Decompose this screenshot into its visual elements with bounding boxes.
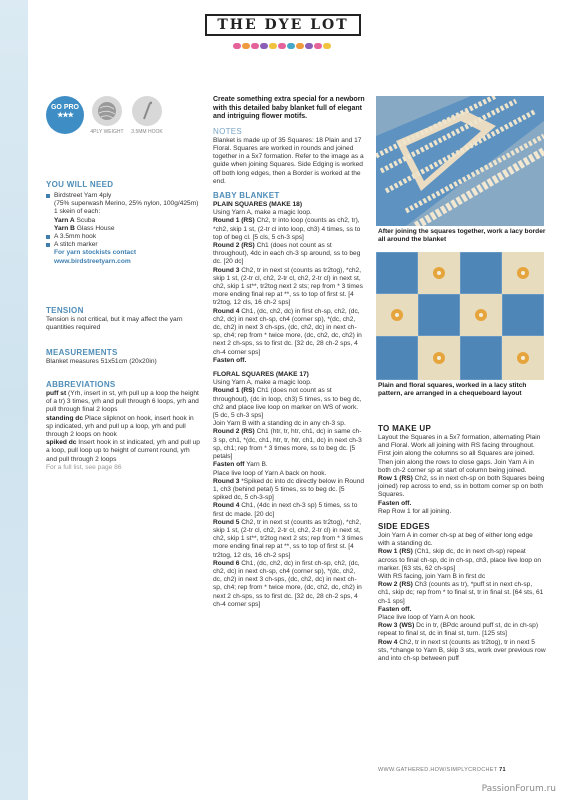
you-will-need-section — [46, 180, 202, 266]
floral-round-1 — [213, 387, 365, 420]
row-label: Row 1 (RS) — [378, 548, 413, 556]
abbr-standing-dc — [46, 415, 202, 440]
measurements-heading: MEASUREMENTS — [46, 348, 118, 357]
side-edges-text: Join Yarn A in corner ch-sp at beg of either long edge with a standing dc. — [378, 532, 533, 548]
make-up-section — [378, 424, 546, 663]
photo-caption-1: After joining the squares together, work a lacy border all around the blanket — [378, 228, 546, 244]
plain-start: Using Yarn A, make a magic loop. — [213, 209, 312, 217]
round-text: Ch1 (does not count as st throughout), (dc in loop, ch3) 5 times, ss to beg dc, ch2 and place live loop on marker on WS of work. [5 dc, 5 ch-3 sps] — [213, 387, 362, 420]
star-icon: ★★★ — [57, 112, 73, 119]
tension-heading: TENSION — [46, 306, 84, 315]
page-footer — [378, 767, 506, 773]
row-text: Dc in tr, (BPdc around puff st, dc in ch-sp) repeat to final st, dc in final st, turn. [125 sts] — [378, 622, 539, 638]
yarn-b-line — [46, 225, 202, 233]
tension-section — [46, 306, 202, 332]
row-label: Row 2 (RS) — [378, 581, 413, 589]
plain-round-1 — [213, 217, 365, 242]
floral-round-5 — [213, 519, 365, 560]
abbr-term: spiked dc — [46, 439, 77, 447]
yarn-detail: (75% superwash Merino, 25% nylon, 100g/425m) — [54, 200, 199, 208]
round-text: Ch1 (htr, tr, htr, ch1, dc) in same ch-3 sp, ch1, *(dc, ch1, htr, tr, htr, ch1, dc) in next ch-3 sp, ch1; rep from * 3 times more, ss to beg dc. [5 petals] — [213, 428, 362, 461]
skein-line: 1 skein of each: — [54, 208, 101, 216]
tension-text: Tension is not critical, but it may affect the yarn quantities required — [46, 316, 183, 332]
round-label: Round 6 — [213, 559, 240, 567]
floral-place-loop: Place live loop of Yarn A back on hook. — [213, 469, 327, 477]
hook-label: 3.5MM HOOK — [131, 129, 163, 135]
round-text: Ch2, tr in next st (counts as tr2tog), *ch2, skip 1 st, (2-tr cl, ch2, 2-tr cl, ch2, 2-tr cl) in next st, ch2, skip 1 st**, tr2tog next 2 sts; rep from * 3 times more ending final rep at **, ss to top of first st. [4 tr2tog, 12 cls, 16 ch-2 sps] — [213, 266, 363, 307]
measurements-section — [46, 348, 202, 366]
abbreviations-heading: ABBREVIATIONS — [46, 380, 116, 389]
row-text: Ch2, tr in next st (counts as tr2tog), tr in next 5 sts, *change to Yarn B, skip 3 sts, work over previous row and into ch-sp between puff — [378, 638, 546, 663]
floral-round-6 — [213, 560, 365, 609]
round-label: Round 4 — [213, 502, 240, 510]
abbr-puff — [46, 390, 202, 415]
row-label: Row 4 — [378, 638, 398, 646]
plain-fasten-off: Fasten off. — [213, 356, 247, 364]
go-pro-badge — [46, 96, 84, 134]
pattern-icons — [46, 96, 166, 148]
abbreviations-section — [46, 380, 202, 472]
hook-icon — [132, 96, 162, 126]
round-text: Ch2, tr into loop (counts as ch2, tr), *ch2, skip 1 st, (2-tr cl into loop, ch3) 4 times, ss to top of beg cl. [5 cls, 5 ch-3 sps] — [213, 217, 361, 241]
make-fasten-off: Fasten off. — [378, 499, 412, 507]
row-text: Ch2, ss in next ch-sp on both Squares being joined) rep across to end, ss in bottom corner sp on both Squares. — [378, 475, 545, 499]
you-will-need-heading: YOU WILL NEED — [46, 180, 114, 189]
yarn-a-line — [46, 217, 202, 225]
row-label: Row 3 (WS) — [378, 622, 415, 630]
side-row-1 — [378, 548, 546, 573]
side-edges-heading: SIDE EDGES — [378, 522, 430, 532]
intro-text: Create something extra special for a newborn with this detailed baby blanket full of elegant and intriguing flower motifs. — [213, 96, 365, 121]
baby-blanket-heading: BABY BLANKET — [213, 191, 280, 200]
fasten-text: Yarn B. — [246, 461, 268, 469]
round-label: Round 3 — [213, 477, 240, 485]
row-label: Row 1 (RS) — [378, 475, 413, 483]
round-text: *Spiked dc into dc directly below in Round 1, ch3 (behind petal) 5 times, ss to beg dc. [5 spiked dc, 5 ch-3-sp] — [213, 477, 365, 502]
yarn-b-label: Yarn B — [54, 224, 75, 232]
round-label: Round 3 — [213, 266, 240, 274]
full-list-note: For a full list, see page 86 — [46, 463, 122, 471]
page-number: 71 — [499, 767, 506, 773]
photo-caption-2: Plain and floral squares, worked in a lacy stitch pattern, are arranged in a chequeboard layout — [378, 382, 527, 398]
side-row-4 — [378, 639, 546, 664]
floral-round-3 — [213, 478, 365, 503]
notes-heading: NOTES — [213, 126, 243, 136]
yarn-line: Birdstreet Yarn 4ply — [46, 192, 202, 200]
abbr-term: standing dc — [46, 414, 83, 422]
marker-line: A stitch marker — [46, 241, 202, 249]
make-row-1 — [378, 475, 546, 500]
measurements-text: Blanket measures 51x51cm (20x20in) — [46, 358, 157, 365]
yarn-b-value: Glass House — [76, 224, 115, 232]
floral-squares-heading: FLORAL SQUARES (MAKE 17) — [213, 371, 309, 379]
abbr-spiked-dc — [46, 439, 202, 464]
side-pattern-strip — [0, 0, 28, 800]
round-text: Ch1 (does not count as st throughout), 4dc in each ch-3 sp around, ss to beg dc. [20 dc] — [213, 242, 361, 266]
make-up-text: Layout the Squares in a 5x7 formation, alternating Plain and Floral. Work all joining with RS facing throughout. First join along the columns so all Squares are joined. Then join along the rows to close gaps. Join Yarn A in both ch-2 corner sp at start of column being joined. — [378, 434, 541, 474]
round-label: Round 5 — [213, 518, 240, 526]
side-row-3 — [378, 622, 546, 638]
plain-round-2 — [213, 242, 365, 267]
make-up-heading: TO MAKE UP — [378, 424, 432, 433]
go-pro-label: GO PRO — [50, 104, 79, 111]
floral-join: Join Yarn B with a standing dc in any ch-3 sp. — [213, 420, 346, 428]
round-label: Round 2 (RS) — [213, 242, 255, 250]
yarn-a-label: Yarn A — [54, 216, 75, 224]
side-place-loop: Place live loop of Yarn A on hook. — [378, 614, 476, 622]
side-row-2 — [378, 581, 546, 606]
round-text: Ch1, (dc, ch2, dc) in first ch-sp, ch2, (dc, ch2, dc) in next ch-sp, ch4 (corner sp), *(dc, ch2, dc, ch2) in next 3 ch-sps, (dc, ch2, dc) in next ch-sp, ch4; rep from * twice more, (dc, ch2, dc, ch2) in next 2 ch-sps, ss to first dc. [32 dc, 28 ch-2 sps, 4 ch-4 corner sps] — [213, 559, 362, 608]
squares-photo — [376, 252, 544, 380]
stockists-link[interactable]: For yarn stockists contact www.birdstreetyarn.com — [54, 249, 137, 265]
abbr-def: (Yrh, insert in st, yrh pull up a loop the height of a tr) 3 times, yrh and pull through 6 loops, yrh and pull through final 2 loops — [46, 390, 199, 414]
abbr-def: Place slipknot on hook, insert hook in sp indicated, yrh and pull up a loop, yrh and pull through 2 loops on hook — [46, 414, 194, 439]
round-label: Round 2 (RS) — [213, 428, 255, 436]
plain-round-4 — [213, 308, 365, 357]
yarn-a-value: Scuba — [76, 216, 96, 224]
plain-round-3 — [213, 267, 365, 308]
floral-fasten-b — [213, 461, 365, 469]
row-text: Ch3 (counts as tr), *puff st in next ch-sp, ch1, skip dc; rep from * to final st, tr in final st. [64 sts, 61 ch-1 sps] — [378, 581, 544, 605]
round-label: Round 4 — [213, 307, 240, 315]
watermark: PassionForum.ru — [481, 784, 556, 794]
abbr-term: puff st — [46, 390, 67, 397]
round-text: Ch1, (dc, ch2, dc) in first ch-sp, ch2, (dc, ch2, dc) in next ch-sp, ch4 (corner sp), *(dc, ch2, dc, ch2) in next 3 ch-sps, (dc, ch2, dc) in next ch-sp, ch4; rep from * twice more, (dc, ch2, dc, ch2) in next 2 ch-sps, ss to first dc. [32 dc, 28 ch-2 sps, 4 ch-4 corner sps] — [213, 307, 362, 356]
yarn-decoration — [233, 36, 343, 44]
yarn-ball-icon — [92, 96, 122, 126]
round-label: Round 1 (RS) — [213, 217, 255, 225]
page-header — [0, 8, 566, 58]
floral-start: Using Yarn A, make a magic loop. — [213, 379, 312, 387]
footer-url: WWW.GATHERED.HOW/SIMPLYCROCHET — [378, 767, 498, 773]
fasten-label: Fasten off — [213, 461, 245, 469]
make-repeat: Rep Row 1 for all joining. — [378, 507, 452, 515]
hook-line: A 3.5mm hook — [46, 233, 202, 241]
weight-label: 4PLY WEIGHT — [90, 129, 124, 135]
row-text: (Ch1, skip dc, dc in next ch-sp) repeat across to final ch-sp, dc in ch-sp, ch3, place live loop on marker. [63 sts, 62 ch-sps] — [378, 548, 542, 572]
header-title: THE DYE LOT — [205, 14, 360, 36]
notes-text: Blanket is made up of 35 Squares: 18 Plain and 17 Floral. Squares are worked in rounds and joined together in a 5x7 formation. Refer to the image as a guide when joining Squares. Side Edging is worked off both long edges, then a Border is worked at the end. — [213, 136, 364, 185]
pattern-column — [213, 96, 365, 609]
abbr-def: Insert hook in st indicated, yrh and pull up a loop, pull loop up to height of current round, yrh and pull through 2 loops — [46, 439, 200, 463]
floral-round-4 — [213, 502, 365, 518]
blanket-border-photo — [376, 96, 544, 226]
side-fasten-off: Fasten off. — [378, 605, 412, 613]
side-join: With RS facing, join Yarn B in first dc — [378, 573, 486, 581]
floral-round-2 — [213, 428, 365, 461]
round-label: Round 1 (RS) — [213, 387, 255, 395]
round-text: Ch1, (4dc in next ch-3 sp) 5 times, ss to first dc made. [20 dc] — [213, 502, 358, 518]
round-text: Ch2, tr in next st (counts as tr2tog), *ch2, skip 1 st, (2-tr cl, ch2, 2-tr cl, ch2, 2-tr cl) in next st, ch2, skip 1 st**, tr2tog next 2 sts; rep from * 3 times more ending final rep at **, ss to top of first st. [4 tr2tog, 12 cls, 16 ch-2 sps] — [213, 518, 363, 559]
plain-squares-heading: PLAIN SQUARES (MAKE 18) — [213, 201, 303, 208]
